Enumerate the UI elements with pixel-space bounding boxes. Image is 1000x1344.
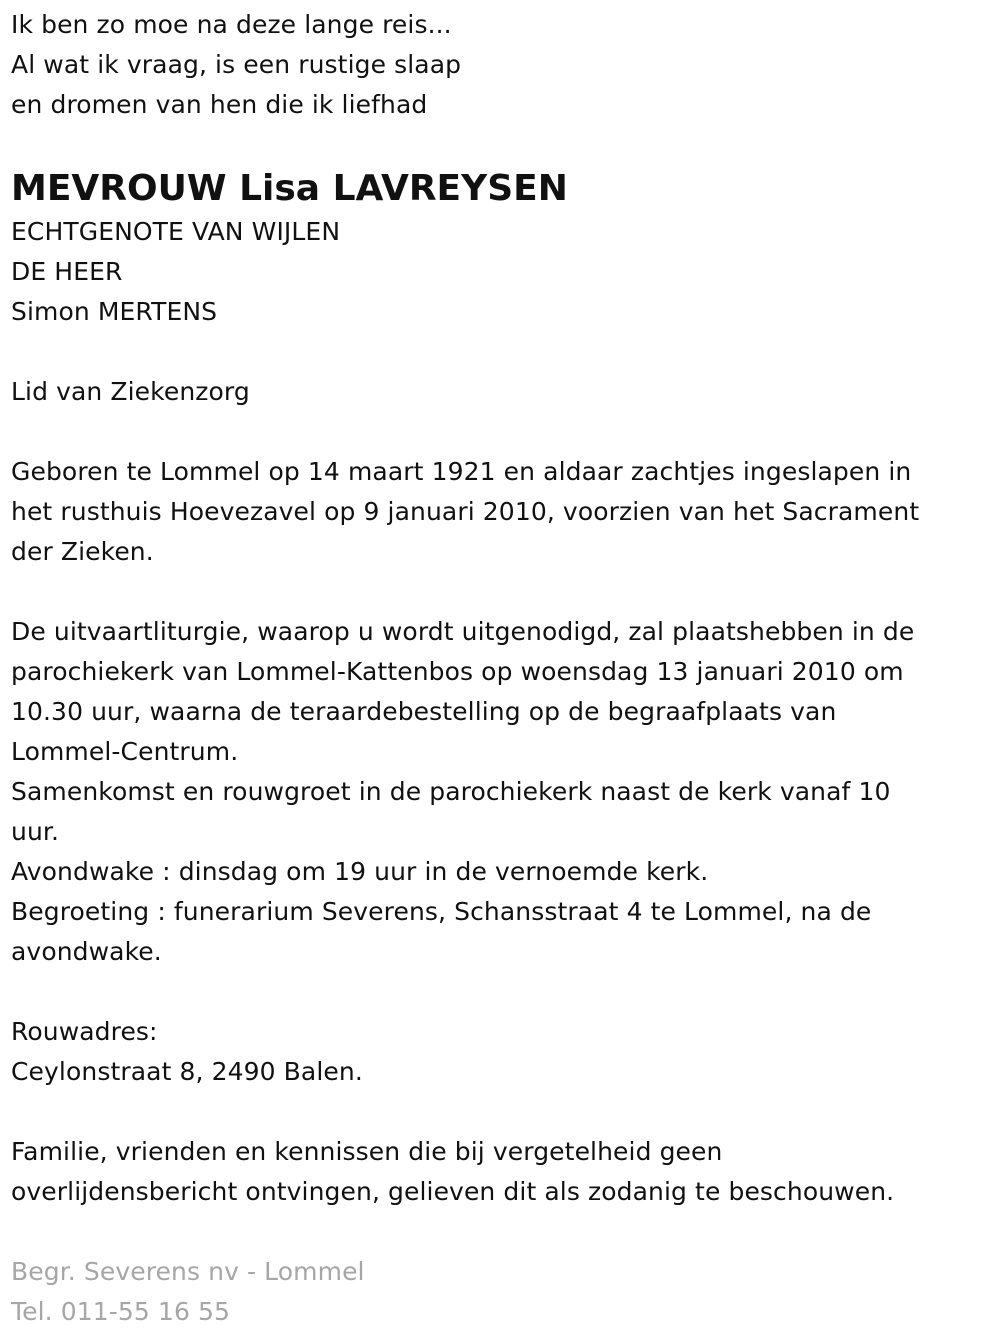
spacer — [11, 1092, 991, 1132]
paragraph-line: parochiekerk van Lommel-Kattenbos op woensdag 13 januari 2010 om — [11, 657, 904, 686]
spacer — [11, 412, 991, 452]
paragraph-line: 10.30 uur, waarna de teraardebestelling op de begraafplaats van — [11, 697, 837, 726]
paragraph-line: Lommel-Centrum. — [11, 737, 239, 766]
paragraph-line: Samenkomst en rouwgroet in de parochiekerk naast de kerk vanaf 10 — [11, 777, 891, 806]
notice-paragraph — [11, 1132, 991, 1212]
relation-block — [11, 212, 991, 332]
address-label: Rouwadres: — [11, 1017, 158, 1046]
paragraph-line: overlijdensbericht ontvingen, gelieven dit als zodanig te beschouwen. — [11, 1177, 895, 1206]
poem-line: Al wat ik vraag, is een rustige slaap — [11, 50, 462, 79]
birth-death-paragraph — [11, 452, 991, 572]
obituary-document — [11, 0, 991, 1332]
relation-line: DE HEER — [11, 257, 123, 286]
address-value: Ceylonstraat 8, 2490 Balen. — [11, 1057, 363, 1086]
undertaker-company: Begr. Severens nv - Lommel — [11, 1257, 365, 1286]
undertaker-phone: Tel. 011-55 16 55 — [11, 1297, 231, 1326]
relation-line: ECHTGENOTE VAN WIJLEN — [11, 217, 341, 246]
paragraph-line: der Zieken. — [11, 537, 154, 566]
membership: Lid van Ziekenzorg — [11, 377, 250, 406]
spacer — [11, 972, 991, 1012]
poem-line: Ik ben zo moe na deze lange reis... — [11, 10, 452, 39]
paragraph-line: Geboren te Lommel op 14 maart 1921 en aldaar zachtjes ingeslapen in — [11, 457, 912, 486]
undertaker-footer — [11, 1252, 991, 1332]
spacer — [11, 332, 991, 372]
relation-line: Simon MERTENS — [11, 297, 218, 326]
spacer — [11, 1212, 991, 1252]
poem-line: en dromen van hen die ik liefhad — [11, 90, 428, 119]
paragraph-line: Begroeting : funerarium Severens, Schansstraat 4 te Lommel, na de — [11, 897, 872, 926]
paragraph-line: De uitvaartliturgie, waarop u wordt uitgenodigd, zal plaatshebben in de — [11, 617, 915, 646]
deceased-name: MEVROUW Lisa LAVREYSEN — [11, 168, 568, 209]
poem — [11, 5, 991, 125]
funeral-paragraph — [11, 612, 991, 972]
paragraph-line: het rusthuis Hoevezavel op 9 januari 2010, voorzien van het Sacrament — [11, 497, 920, 526]
paragraph-line: uur. — [11, 817, 60, 846]
spacer — [11, 572, 991, 612]
paragraph-line: Avondwake : dinsdag om 19 uur in de vernoemde kerk. — [11, 857, 709, 886]
paragraph-line: Familie, vrienden en kennissen die bij vergetelheid geen — [11, 1137, 723, 1166]
paragraph-line: avondwake. — [11, 937, 162, 966]
mourning-address — [11, 1012, 991, 1092]
